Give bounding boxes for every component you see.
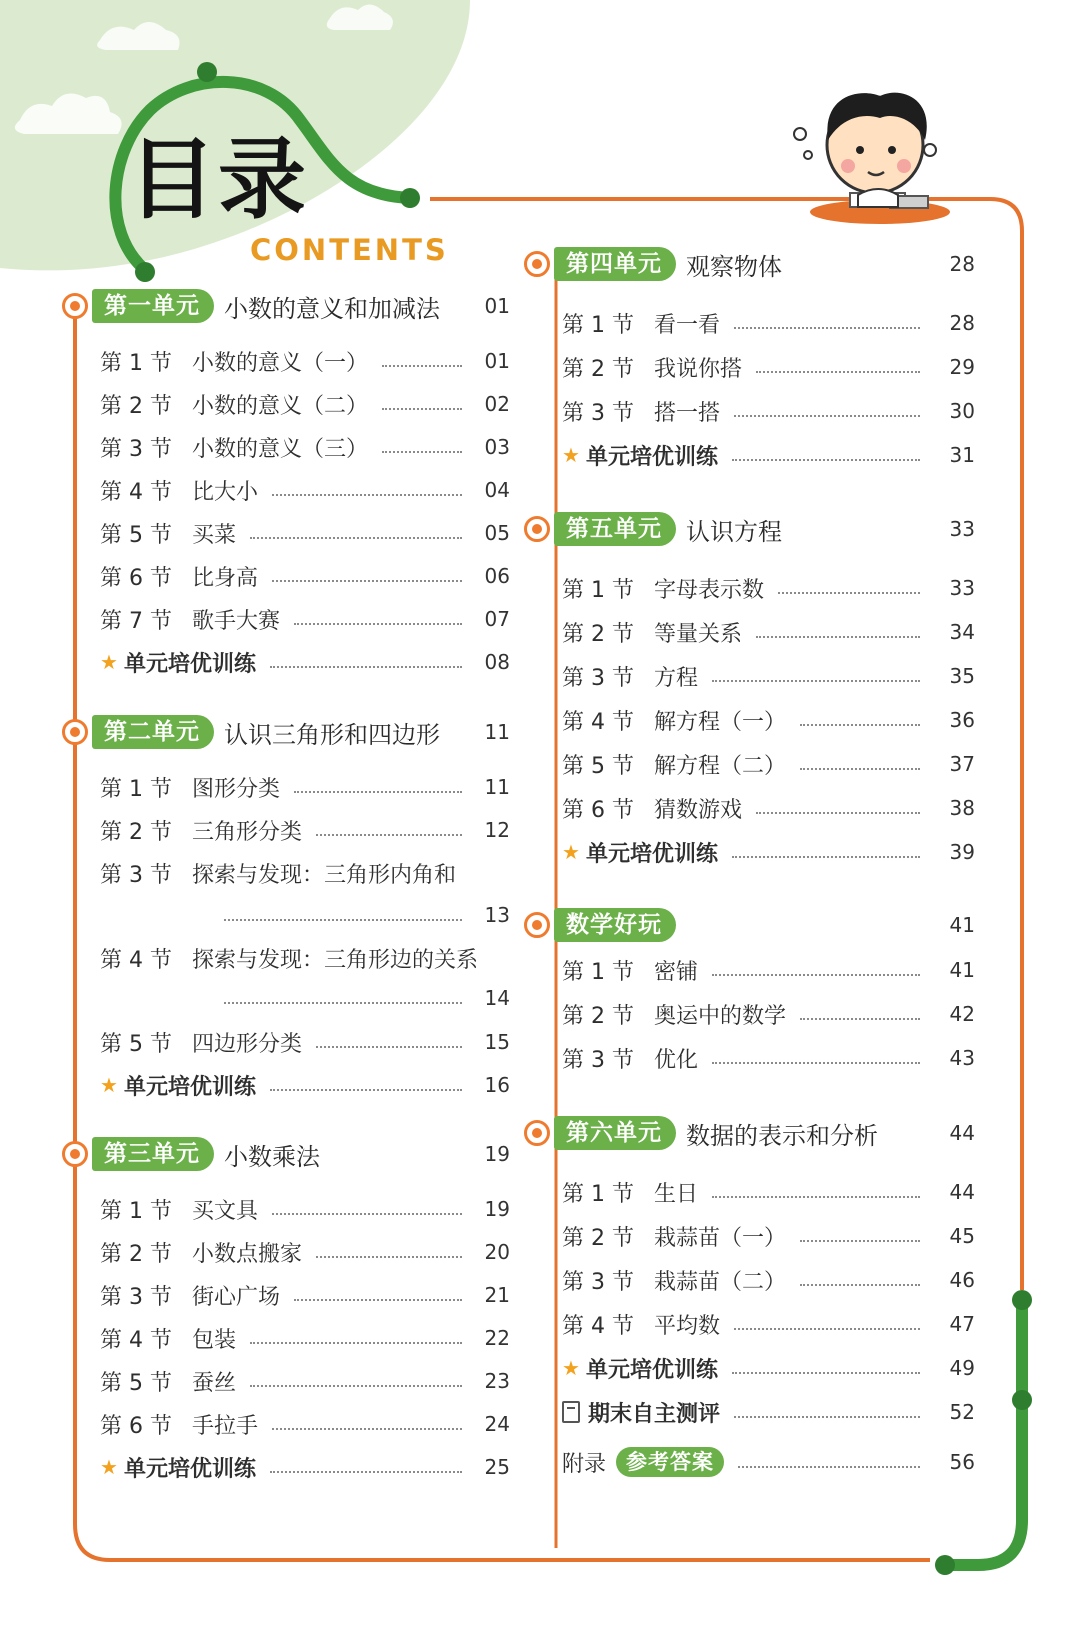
section-title: 探索与发现：三角形边的关系 [192,947,479,973]
section-number: 第 2 节 [100,1241,172,1267]
section-row[interactable] [562,572,930,604]
page-number: 52 [949,1400,975,1424]
unit-drill-row[interactable] [100,1451,472,1483]
unit-drill-row[interactable] [562,1352,930,1384]
section-row[interactable] [100,1408,472,1440]
book-icon [562,1401,580,1423]
unit-badge: 数学好玩 [554,908,676,942]
section-title: 解方程（一） [654,709,787,735]
section-title: 解方程（二） [654,753,787,779]
section-title: 四边形分类 [192,1031,303,1057]
dot-leader [294,623,462,625]
section-number: 第 1 节 [562,312,634,338]
unit-bullet-icon [62,719,88,745]
section-row[interactable] [100,1193,472,1225]
dot-leader [712,974,920,976]
unit-bullet-icon [62,1141,88,1167]
page-number: 23 [484,1369,510,1393]
dot-leader [756,636,920,638]
section-number: 第 3 节 [100,1284,172,1310]
section-number: 第 2 节 [562,356,634,382]
page-number: 21 [484,1283,510,1307]
page-number: 22 [484,1326,510,1350]
dot-leader [250,537,462,539]
page-number: 06 [484,564,510,588]
dot-leader [224,919,462,921]
dot-leader [382,408,462,410]
section-title: 街心广场 [192,1284,281,1310]
unit-title: 认识方程 [686,517,782,546]
section-row[interactable] [562,1264,930,1296]
section-title: 方程 [654,665,699,691]
unit-title: 观察物体 [686,252,782,281]
unit-page-number: 41 [949,913,975,937]
dot-leader [800,1018,920,1020]
star-icon: ★ [100,650,118,674]
dot-leader [712,1196,920,1198]
page-number: 25 [484,1455,510,1479]
star-icon: ★ [562,443,580,467]
section-title: 栽蒜苗（一） [654,1225,787,1251]
section-title: 小数的意义（一） [192,350,369,376]
section-title: 比身高 [192,565,259,591]
unit-bullet-icon [524,1120,550,1146]
unit-badge: 第四单元 [554,247,676,281]
dot-leader-row [210,982,472,1014]
page-number: 08 [484,650,510,674]
page-number: 41 [949,958,975,982]
unit-heading[interactable] [524,1115,878,1151]
unit-bullet-icon [524,912,550,938]
dot-leader [734,1328,920,1330]
unit-heading[interactable] [524,907,676,943]
section-row[interactable] [562,351,930,383]
unit-drill-row[interactable] [562,439,930,471]
section-title: 字母表示数 [654,577,765,603]
section-row[interactable] [100,857,472,889]
section-title: 我说你搭 [654,356,743,382]
page-number: 20 [484,1240,510,1264]
page-number: 33 [949,576,975,600]
section-row[interactable] [100,942,479,974]
page-number: 46 [949,1268,975,1292]
unit-bullet-icon [524,251,550,277]
section-title: 等量关系 [654,621,743,647]
drill-label: 单元培优训练 [123,651,256,677]
section-number: 第 3 节 [100,862,172,888]
section-title: 小数点搬家 [192,1241,303,1267]
page-number: 03 [484,435,510,459]
drill-label: 单元培优训练 [585,444,718,470]
section-row[interactable] [100,1026,472,1058]
section-row[interactable] [562,704,930,736]
star-icon: ★ [100,1073,118,1097]
unit-heading[interactable] [62,714,440,750]
dot-leader [224,1002,462,1004]
page-number: 35 [949,664,975,688]
section-number: 第 1 节 [562,1181,634,1207]
dot-leader [800,1284,920,1286]
page-number: 04 [484,478,510,502]
dot-leader [272,494,462,496]
section-row[interactable] [562,1308,930,1340]
page-title: 目录 [128,128,309,231]
section-title: 图形分类 [192,776,281,802]
section-row[interactable] [562,395,930,427]
page-number: 14 [484,986,510,1010]
section-title: 买文具 [192,1198,259,1224]
section-title: 猜数游戏 [654,797,743,823]
unit-bullet-icon [524,516,550,542]
page-number: 11 [484,775,510,799]
section-row[interactable] [100,474,472,506]
unit-heading[interactable] [62,1136,320,1172]
drill-label: 单元培优训练 [123,1456,256,1482]
page-number: 34 [949,620,975,644]
dot-leader [800,724,920,726]
section-number: 第 4 节 [100,947,172,973]
section-number: 第 2 节 [562,1225,634,1251]
page-number: 42 [949,1002,975,1026]
page-number: 49 [949,1356,975,1380]
unit-page-number: 44 [949,1121,975,1145]
section-row[interactable] [100,603,472,635]
page-number: 44 [949,1180,975,1204]
section-row[interactable] [100,1365,472,1397]
dot-leader [294,791,462,793]
unit-bullet-icon [62,293,88,319]
section-number: 第 5 节 [562,753,634,779]
section-title: 三角形分类 [192,819,303,845]
section-number: 第 4 节 [100,479,172,505]
section-row[interactable] [100,431,472,463]
section-row[interactable] [562,998,930,1030]
dot-leader [382,451,462,453]
unit-title: 数据的表示和分析 [686,1121,878,1150]
dot-leader [316,834,462,836]
unit-page-number: 28 [949,252,975,276]
dot-leader [294,1299,462,1301]
section-number: 第 4 节 [562,709,634,735]
section-title: 歌手大赛 [192,608,281,634]
dot-leader [270,1089,462,1091]
dot-leader [800,768,920,770]
section-number: 第 1 节 [100,1198,172,1224]
section-row[interactable] [100,1236,472,1268]
page-number: 36 [949,708,975,732]
appendix-label: 附录 [562,1451,607,1477]
section-title: 手拉手 [192,1413,259,1439]
final-test-label: 期末自主测评 [588,1401,721,1427]
page-number: 56 [949,1450,975,1474]
section-row[interactable] [100,814,472,846]
section-row[interactable] [562,954,930,986]
section-row[interactable] [100,1279,472,1311]
section-row[interactable] [562,748,930,780]
page-number: 02 [484,392,510,416]
section-number: 第 3 节 [100,436,172,462]
section-number: 第 3 节 [562,1269,634,1295]
page-number: 12 [484,818,510,842]
unit-title: 认识三角形和四边形 [224,720,440,749]
section-title: 小数的意义（三） [192,436,369,462]
page-number: 28 [949,311,975,335]
dot-leader [712,680,920,682]
section-title: 探索与发现：三角形内角和 [192,862,457,888]
boy-illustration [794,93,950,224]
section-row[interactable] [562,1042,930,1074]
section-row[interactable] [562,1220,930,1252]
section-title: 密铺 [654,959,699,985]
page-number: 39 [949,840,975,864]
section-title: 小数的意义（二） [192,393,369,419]
dot-leader [316,1256,462,1258]
unit-drill-row[interactable] [562,836,930,868]
unit-title: 小数乘法 [224,1142,320,1171]
section-number: 第 2 节 [100,393,172,419]
unit-page-number: 11 [484,720,510,744]
drill-label: 单元培优训练 [585,1357,718,1383]
page-number: 19 [484,1197,510,1221]
section-number: 第 3 节 [562,400,634,426]
dot-leader [734,1416,920,1418]
section-row[interactable] [100,517,472,549]
section-title: 比大小 [192,479,259,505]
section-number: 第 3 节 [562,665,634,691]
appendix-row[interactable] [562,1446,930,1478]
section-number: 第 1 节 [100,776,172,802]
unit-heading[interactable] [524,246,782,282]
section-number: 第 5 节 [100,522,172,548]
dot-leader [756,371,920,373]
section-number: 第 5 节 [100,1031,172,1057]
section-number: 第 4 节 [562,1313,634,1339]
section-title: 优化 [654,1047,699,1073]
dot-leader [272,1428,462,1430]
page-number: 47 [949,1312,975,1336]
section-row[interactable] [100,388,472,420]
section-title: 看一看 [654,312,721,338]
dot-leader [270,1471,462,1473]
section-row[interactable] [100,1322,472,1354]
section-title: 生日 [654,1181,699,1207]
page-number: 29 [949,355,975,379]
dot-leader [732,856,920,858]
section-title: 搭一搭 [654,400,721,426]
star-icon: ★ [100,1455,118,1479]
dot-leader [382,365,462,367]
unit-page-number: 01 [484,294,510,318]
section-row[interactable] [100,345,472,377]
dot-leader [732,1372,920,1374]
page-number: 05 [484,521,510,545]
section-row[interactable] [562,792,930,824]
section-number: 第 6 节 [100,565,172,591]
section-title: 平均数 [654,1313,721,1339]
unit-badge: 第三单元 [92,1137,214,1171]
unit-badge: 第二单元 [92,715,214,749]
section-number: 第 2 节 [562,621,634,647]
unit-heading[interactable] [524,511,782,547]
section-number: 第 4 节 [100,1327,172,1353]
unit-badge: 第五单元 [554,512,676,546]
section-row[interactable] [100,771,472,803]
dot-leader [778,592,920,594]
dot-leader [800,1240,920,1242]
unit-badge: 第一单元 [92,289,214,323]
dot-leader [732,459,920,461]
dot-leader [272,580,462,582]
page-number: 37 [949,752,975,776]
unit-badge: 第六单元 [554,1116,676,1150]
page-number: 43 [949,1046,975,1070]
section-row[interactable] [100,560,472,592]
section-row[interactable] [562,660,930,692]
page-number: 07 [484,607,510,631]
section-title: 蚕丝 [192,1370,237,1396]
section-number: 第 1 节 [100,350,172,376]
unit-title: 小数的意义和加减法 [224,294,440,323]
page-subtitle: CONTENTS [250,233,449,267]
section-row[interactable] [562,616,930,648]
dot-leader [272,1213,462,1215]
final-test-row[interactable] [562,1396,930,1428]
unit-drill-row[interactable] [100,1069,472,1101]
page-number: 30 [949,399,975,423]
section-title: 奥运中的数学 [654,1003,787,1029]
page-number: 13 [484,903,510,927]
dot-leader [738,1466,920,1468]
page-number: 45 [949,1224,975,1248]
unit-heading[interactable] [62,288,440,324]
section-number: 第 5 节 [100,1370,172,1396]
section-title: 买菜 [192,522,237,548]
section-number: 第 7 节 [100,608,172,634]
page-number: 38 [949,796,975,820]
page-number: 01 [484,349,510,373]
unit-drill-row[interactable] [100,646,472,678]
section-number: 第 1 节 [562,577,634,603]
drill-label: 单元培优训练 [585,841,718,867]
drill-label: 单元培优训练 [123,1074,256,1100]
dot-leader [316,1046,462,1048]
unit-page-number: 19 [484,1142,510,1166]
unit-page-number: 33 [949,517,975,541]
page-number: 31 [949,443,975,467]
dot-leader [250,1385,462,1387]
page-number: 15 [484,1030,510,1054]
dot-leader [734,327,920,329]
section-title: 栽蒜苗（二） [654,1269,787,1295]
dot-leader [734,415,920,417]
section-number: 第 2 节 [100,819,172,845]
section-row[interactable] [562,1176,930,1208]
section-number: 第 6 节 [562,797,634,823]
section-row[interactable] [562,307,930,339]
section-number: 第 1 节 [562,959,634,985]
section-number: 第 3 节 [562,1047,634,1073]
answer-key-badge: 参考答案 [616,1447,724,1477]
star-icon: ★ [562,1356,580,1380]
page-number: 16 [484,1073,510,1097]
section-number: 第 6 节 [100,1413,172,1439]
dot-leader [756,812,920,814]
dot-leader [270,666,462,668]
page-number: 24 [484,1412,510,1436]
section-title: 包装 [192,1327,237,1353]
section-number: 第 2 节 [562,1003,634,1029]
dot-leader [712,1062,920,1064]
star-icon: ★ [562,840,580,864]
dot-leader [250,1342,462,1344]
dot-leader-row [210,899,472,931]
